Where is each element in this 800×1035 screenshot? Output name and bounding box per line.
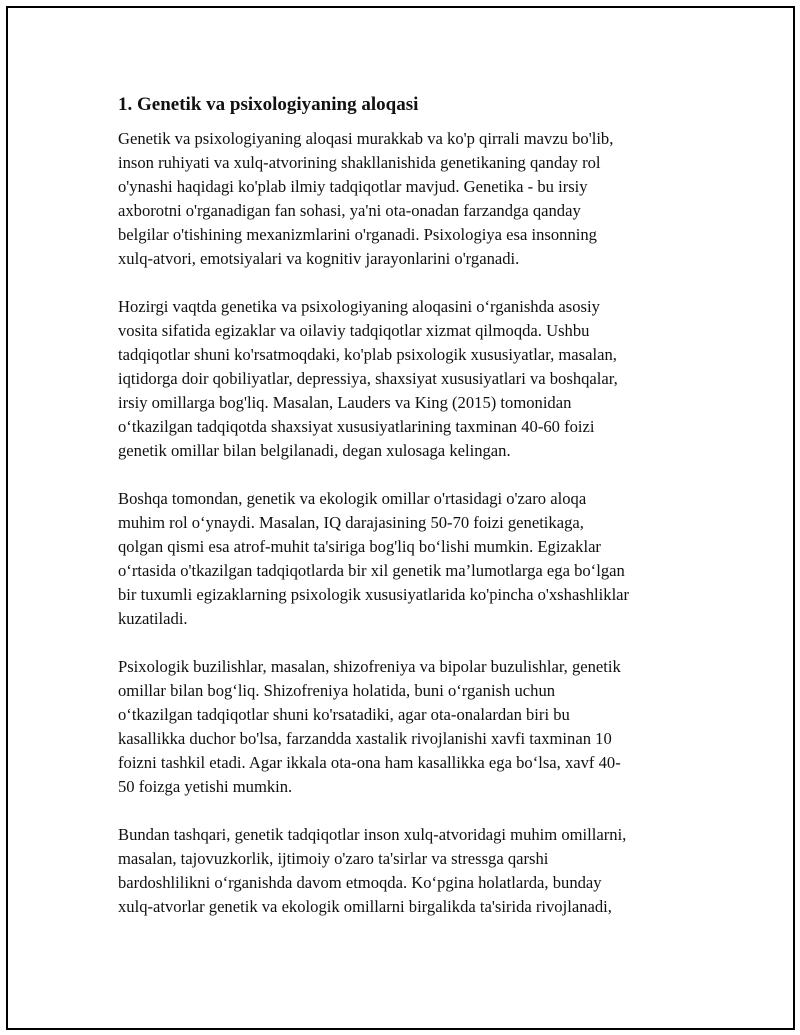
text-line: Hozirgi vaqtda genetika va psixologiyaning aloqasini o‘rganishda asosiy — [118, 297, 600, 316]
text-line: o‘rtasida o'tkazilgan tadqiqotlarda bir xil genetik ma’lumotlarga ega bo‘lgan — [118, 561, 625, 580]
text-line: masalan, tajovuzkorlik, ijtimoiy o'zaro ta'sirlar va stressga qarshi — [118, 849, 549, 868]
text-line: genetik omillar bilan belgilanadi, degan xulosaga kelingan. — [118, 441, 511, 460]
text-line: omillar bilan bog‘liq. Shizofreniya holatida, buni o‘rganish uchun — [118, 681, 556, 700]
text-line: axborotni o'rganadigan fan sohasi, ya'ni ota-onadan farzandga qanday — [118, 201, 581, 220]
paragraph-1 — [118, 127, 693, 271]
text-line: muhim rol o‘ynaydi. Masalan, IQ darajasining 50-70 foizi genetikaga, — [118, 513, 584, 532]
text-line: xulq-atvori, emotsiyalari va kognitiv jarayonlarini o'rganadi. — [118, 249, 520, 268]
text-line: iqtidorga doir qobiliyatlar, depressiya, shaxsiyat xususiyatlari va boshqalar, — [118, 369, 618, 388]
text-line: Genetik va psixologiyaning aloqasi murakkab va ko'p qirrali mavzu bo'lib, — [118, 129, 614, 148]
paragraph-3 — [118, 487, 693, 631]
text-line: Bundan tashqari, genetik tadqiqotlar inson xulq-atvoridagi muhim omillarni, — [118, 825, 627, 844]
text-line: 50 foizga yetishi mumkin. — [118, 777, 293, 796]
text-line: Boshqa tomondan, genetik va ekologik omillar o'rtasidagi o'zaro aloqa — [118, 489, 587, 508]
text-line: o‘tkazilgan tadqiqotlar shuni ko'rsatadiki, agar ota-onalardan biri bu — [118, 705, 570, 724]
document-body — [118, 93, 693, 943]
paragraph-5 — [118, 823, 693, 919]
text-line: belgilar o'tishining mexanizmlarini o'rganadi. Psixologiya esa insonning — [118, 225, 597, 244]
paragraph-2 — [118, 295, 693, 463]
text-line: kuzatiladi. — [118, 609, 188, 628]
text-line: foizni tashkil etadi. Agar ikkala ota-ona ham kasallikka ega bo‘lsa, xavf 40- — [118, 753, 621, 772]
text-line: kasallikka duchor bo'lsa, farzandda xastalik rivojlanishi xavfi taxminan 10 — [118, 729, 612, 748]
text-line: Psixologik buzilishlar, masalan, shizofreniya va bipolar buzulishlar, genetik — [118, 657, 621, 676]
text-line: bir tuxumli egizaklarning psixologik xususiyatlarida ko'pincha o'xshashliklar — [118, 585, 630, 604]
text-line: qolgan qismi esa atrof-muhit ta'siriga bog'liq bo‘lishi mumkin. Egizaklar — [118, 537, 601, 556]
section-heading: 1. Genetik va psixologiyaning aloqasi — [118, 94, 419, 115]
text-line: o‘tkazilgan tadqiqotda shaxsiyat xususiyatlarining taxminan 40-60 foizi — [118, 417, 595, 436]
text-line: o'ynashi haqidagi ko'plab ilmiy tadqiqotlar mavjud. Genetika - bu irsiy — [118, 177, 588, 196]
text-line: irsiy omillarga bog'liq. Masalan, Lauders va King (2015) tomonidan — [118, 393, 572, 412]
text-line: vosita sifatida egizaklar va oilaviy tadqiqotlar xizmat qilmoqda. Ushbu — [118, 321, 590, 340]
text-line: tadqiqotlar shuni ko'rsatmoqdaki, ko'plab psixologik xususiyatlar, masalan, — [118, 345, 617, 364]
paragraph-4 — [118, 655, 693, 799]
text-line: inson ruhiyati va xulq-atvorining shakllanishida genetikaning qanday rol — [118, 153, 601, 172]
text-line: bardoshlilikni o‘rganishda davom etmoqda. Ko‘pgina holatlarda, bunday — [118, 873, 602, 892]
text-line: xulq-atvorlar genetik va ekologik omillarni birgalikda ta'sirida rivojlanadi, — [118, 897, 612, 916]
